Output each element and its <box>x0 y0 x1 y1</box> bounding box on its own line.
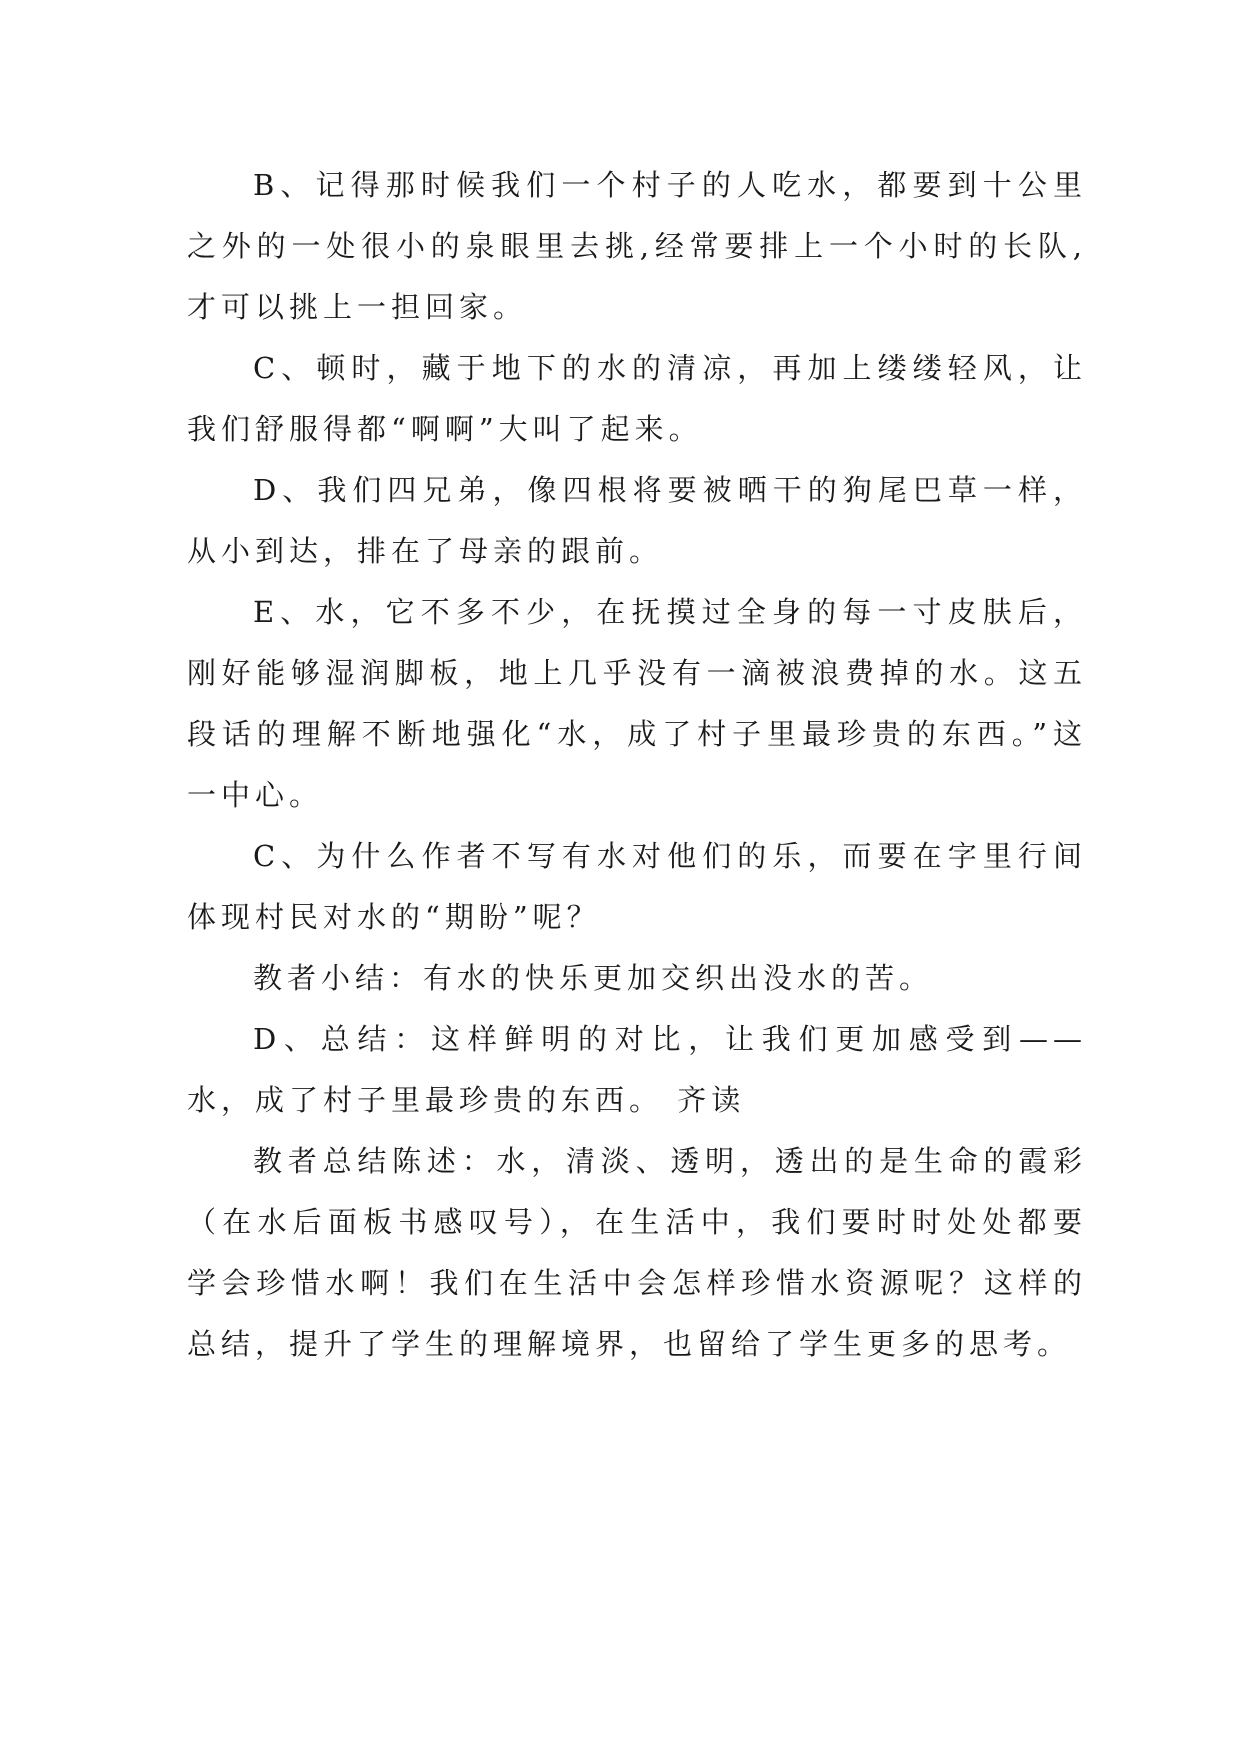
paragraph-b-water-fetching: B、记得那时候我们一个村子的人吃水，都要到十公里之外的一处很小的泉眼里去挑,经常要排上一个小时的长队,才可以挑上一担回家。 <box>187 168 1087 324</box>
paragraph-e-water-bath: E、水，它不多不少，在抚摸过全身的每一寸皮肤后，刚好能够湿润脚板，地上几乎没有一滴被浪费掉的水。这五段话的理解不断地强化“水，成了村子里最珍贵的东西。”这一中心。 <box>187 595 1087 812</box>
paragraph-d-conclusion: D、总结：这样鲜明的对比，让我们更加感受到——水，成了村子里最珍贵的东西。 齐读 <box>187 1022 1087 1117</box>
document-body <box>187 155 1087 1375</box>
paragraph-d-four-brothers: D、我们四兄弟，像四根将要被晒干的狗尾巴草一样，从小到达，排在了母亲的跟前。 <box>187 473 1087 568</box>
paragraph-c-coolness: C、顿时，藏于地下的水的清凉，再加上缕缕轻风，让我们舒服得都“啊啊”大叫了起来。 <box>187 351 1087 446</box>
paragraph-c-question: C、为什么作者不写有水对他们的乐，而要在字里行间体现村民对水的“期盼”呢？ <box>187 839 1087 934</box>
paragraph-teacher-summary: 教者小结：有水的快乐更加交织出没水的苦。 <box>253 961 934 995</box>
paragraph-teacher-final-statement: 教者总结陈述：水，清淡、透明，透出的是生命的霞彩（在水后面板书感叹号），在生活中，我们要时时处处都要学会珍惜水啊！我们在生活中会怎样珍惜水资源呢？这样的总结，提升了学生的理解境界，也留给了学生更多的思考。 <box>187 1144 1087 1361</box>
